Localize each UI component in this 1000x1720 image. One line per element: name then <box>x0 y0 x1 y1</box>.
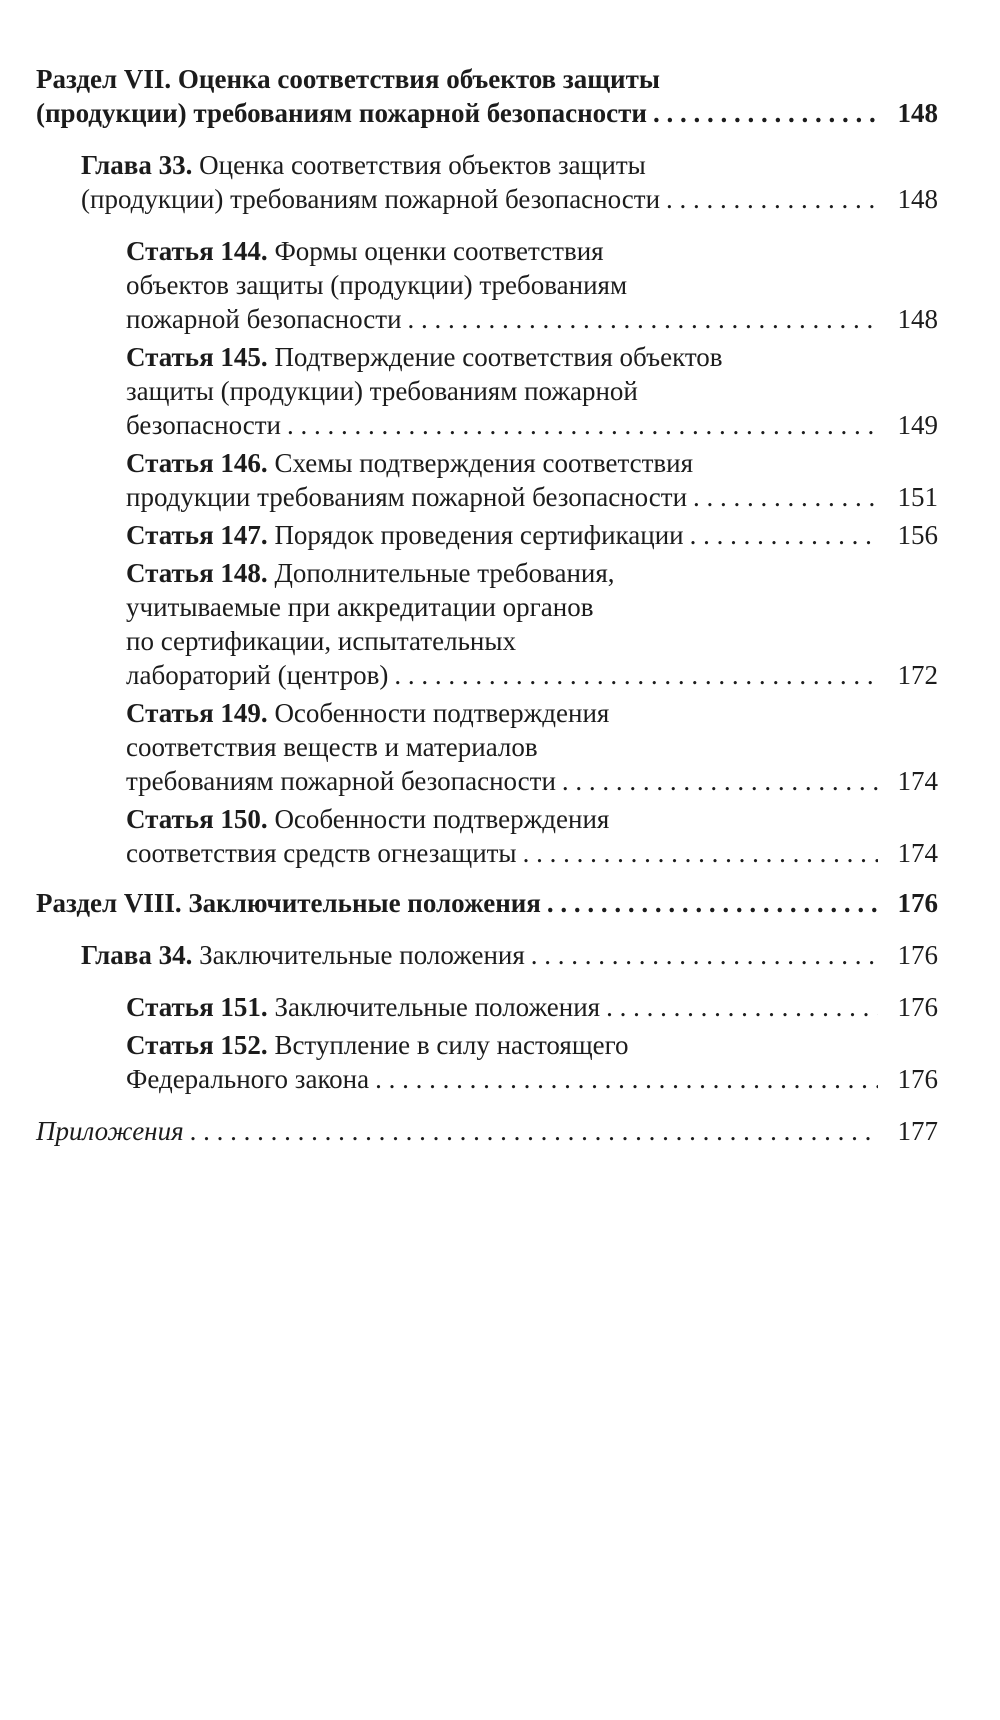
page-number: 148 <box>897 304 938 334</box>
toc-entry-label: Статья 149. <box>126 698 268 728</box>
dot-leader <box>693 480 878 514</box>
toc-entry-label: Приложения <box>36 1116 184 1146</box>
toc-entry-title-cont: соответствия веществ и материалов <box>126 732 538 762</box>
page-number: 176 <box>897 888 938 918</box>
page-number: 151 <box>897 482 938 512</box>
toc-entry-line <box>36 62 938 96</box>
toc-entry-article-144[interactable] <box>126 234 938 336</box>
toc-entry-last-row <box>126 764 938 798</box>
toc-entry-title: Особенности подтверждения <box>274 804 610 834</box>
toc-entry-last-row <box>126 480 938 514</box>
toc-entry-title: Особенности подтверждения <box>274 698 610 728</box>
toc-entry-line <box>126 1028 938 1062</box>
toc-entry-title-cont: (продукции) требованиям пожарной безопасности <box>36 98 647 128</box>
toc-entry-line <box>126 802 938 836</box>
page-number: 148 <box>897 98 938 128</box>
toc-entry-label: Статья 146. <box>126 448 268 478</box>
toc-entry-article-150[interactable] <box>126 802 938 870</box>
toc-entry-title: Подтверждение соответствия объектов <box>274 342 723 372</box>
toc-entry-label: Статья 147. <box>126 520 268 550</box>
page-number: 156 <box>897 520 938 550</box>
page-number: 174 <box>897 766 938 796</box>
toc-entry-title: Заключительные положения <box>274 992 601 1022</box>
toc-entry-title-cont: лабораторий (центров) <box>126 660 389 690</box>
toc-entry-label: Статья 151. <box>126 992 268 1022</box>
dot-leader <box>190 1114 878 1148</box>
dot-leader <box>547 886 878 920</box>
toc-entry-label: Статья 148. <box>126 558 268 588</box>
toc-entry-line <box>126 340 938 374</box>
toc-entry-last-row <box>36 1114 938 1148</box>
toc-entry-article-148[interactable] <box>126 556 938 692</box>
toc-entry-chapter-34[interactable] <box>81 938 938 972</box>
toc-entry-title-cont: пожарной безопасности <box>126 304 402 334</box>
toc-entry-label: Раздел VII. <box>36 64 172 94</box>
toc-entry-last-row <box>126 658 938 692</box>
toc-entry-title-cont: защиты (продукции) требованиям пожарной <box>126 376 638 406</box>
toc-entry-label: Статья 144. <box>126 236 268 266</box>
toc-entry-article-149[interactable] <box>126 696 938 798</box>
toc-entry-label: Статья 145. <box>126 342 268 372</box>
toc-entry-section-8[interactable] <box>36 886 938 920</box>
page-number: 176 <box>897 992 938 1022</box>
toc-entry-article-151[interactable] <box>126 990 938 1024</box>
dot-leader <box>606 990 878 1024</box>
page-number: 172 <box>897 660 938 690</box>
dot-leader <box>531 938 878 972</box>
toc-entry-last-row <box>126 302 938 336</box>
toc-entry-last-row <box>81 182 938 216</box>
toc-entry-title: Порядок проведения сертификации <box>274 520 684 550</box>
toc-entry-title: Формы оценки соответствия <box>274 236 604 266</box>
toc-entry-title-cont: соответствия средств огнезащиты <box>126 838 517 868</box>
toc-entry-title: Вступление в силу настоящего <box>274 1030 629 1060</box>
toc-entry-title-cont: требованиям пожарной безопасности <box>126 766 556 796</box>
toc-entry-last-row <box>81 938 938 972</box>
toc-entry-title-cont: Федерального закона <box>126 1064 370 1094</box>
toc-entry-label: Глава 34. <box>81 940 193 970</box>
toc-entry-article-146[interactable] <box>126 446 938 514</box>
toc-entry-title-cont: (продукции) требованиям пожарной безопасности <box>81 184 661 214</box>
dot-leader <box>394 658 878 692</box>
dot-leader <box>375 1062 878 1096</box>
toc-entry-label: Глава 33. <box>81 150 193 180</box>
toc-entry-chapter-33[interactable] <box>81 148 938 216</box>
toc-entry-label: Статья 152. <box>126 1030 268 1060</box>
toc-entry-line <box>81 148 938 182</box>
toc-entry-last-row <box>36 96 938 130</box>
toc-entry-line <box>81 938 525 972</box>
toc-entry-last-row <box>126 518 938 552</box>
dot-leader <box>653 96 878 130</box>
page-number: 148 <box>897 184 938 214</box>
page-number: 177 <box>897 1116 938 1146</box>
toc-entry-title: Дополнительные требования, <box>274 558 615 588</box>
toc-entry-title: Оценка соответствия объектов защиты <box>177 64 660 94</box>
toc-entry-line <box>126 446 938 480</box>
toc-entry-line <box>36 886 541 920</box>
toc-entry-section-7[interactable] <box>36 62 938 130</box>
toc-entry-line <box>126 556 938 590</box>
page-number: 176 <box>897 1064 938 1094</box>
dot-leader <box>523 836 878 870</box>
dot-leader <box>287 408 878 442</box>
toc-entry-article-152[interactable] <box>126 1028 938 1096</box>
toc-entry-title: Заключительные положения <box>199 940 525 970</box>
dot-leader <box>408 302 878 336</box>
toc-entry-title-cont: учитываемые при аккредитации органов <box>126 592 594 622</box>
page-number: 149 <box>897 410 938 440</box>
toc-entry-title: Заключительные положения <box>188 888 541 918</box>
toc-entry-title-cont: объектов защиты (продукции) требованиям <box>126 270 628 300</box>
toc-entry-last-row <box>126 990 938 1024</box>
toc-entry-title-cont: по сертификации, испытательных <box>126 626 516 656</box>
toc-entry-line <box>126 234 938 268</box>
toc-entry-title: Схемы подтверждения соответствия <box>274 448 693 478</box>
toc-entry-title-cont: продукции требованиям пожарной безопасности <box>126 482 688 512</box>
toc-entry-label: Статья 150. <box>126 804 268 834</box>
toc-entry-last-row <box>36 886 938 920</box>
toc-entry-last-row <box>126 1062 938 1096</box>
toc-entry-last-row <box>126 836 938 870</box>
toc-entry-article-145[interactable] <box>126 340 938 442</box>
toc-entry-label: Раздел VIII. <box>36 888 182 918</box>
page-number: 174 <box>897 838 938 868</box>
toc-entry-title: Оценка соответствия объектов защиты <box>199 150 646 180</box>
toc-entry-line <box>126 518 684 552</box>
toc-entry-line <box>126 696 938 730</box>
toc-entry-title-cont: безопасности <box>126 410 281 440</box>
page-number: 176 <box>897 940 938 970</box>
toc-entry-line <box>126 990 600 1024</box>
dot-leader <box>690 518 878 552</box>
toc-entry-last-row <box>126 408 938 442</box>
dot-leader <box>666 182 878 216</box>
dot-leader <box>562 764 878 798</box>
toc-entry-appendices[interactable] <box>36 1114 938 1148</box>
toc-entry-article-147[interactable] <box>126 518 938 552</box>
